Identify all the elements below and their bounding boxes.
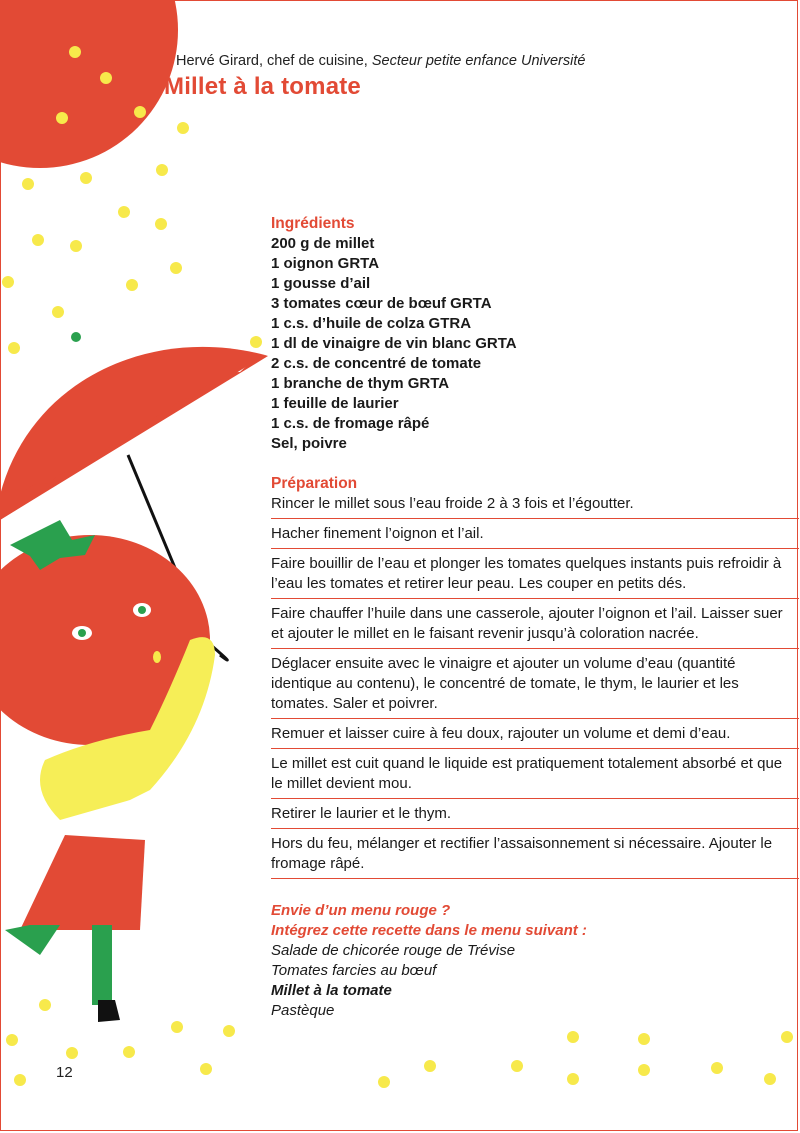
ingredients-list — [271, 234, 799, 454]
ingredient-item: 1 dl de vinaigre de vin blanc GRTA — [271, 335, 517, 352]
recipe-content — [271, 214, 799, 1021]
author-name: Hervé Girard, chef de cuisine, — [176, 53, 372, 69]
big-tomato-shape — [0, 0, 178, 168]
menu-item-current-recipe: Millet à la tomate — [271, 982, 392, 999]
ingredient-item: 3 tomates cœur de bœuf GRTA — [271, 295, 492, 312]
ingredient-item: 2 c.s. de concentré de tomate — [271, 355, 482, 372]
menu-intro-line2: Intégrez cette recette dans le menu suivant : — [271, 922, 587, 939]
author-org: Secteur petite enfance Université — [371, 53, 586, 69]
page-title: Millet à la tomate — [164, 73, 361, 100]
page-number: 12 — [56, 1064, 73, 1081]
preparation-step: Hors du feu, mélanger et rectifier l’assaisonnement si nécessaire. Ajouter le fromage râpé. — [271, 834, 799, 879]
ingredient-item: 1 c.s. de fromage râpé — [271, 415, 430, 432]
preparation-heading: Préparation — [271, 475, 358, 492]
author-line — [176, 53, 585, 69]
ingredients-heading: Ingrédients — [271, 215, 355, 232]
ingredient-item: 200 g de millet — [271, 235, 375, 252]
preparation-step: Rincer le millet sous l’eau froide 2 à 3 fois et l’égoutter. — [271, 494, 799, 519]
menu-items-list — [271, 941, 799, 1021]
preparation-step: Hacher finement l’oignon et l’ail. — [271, 524, 799, 549]
preparation-step: Retirer le laurier et le thym. — [271, 804, 799, 829]
ingredient-item: 1 c.s. d’huile de colza GTRA — [271, 315, 472, 332]
preparation-step: Déglacer ensuite avec le vinaigre et ajouter un volume d’eau (quantité identique au contenu), le concentré de tomate, le thym, le laurier et les tomates. Saler et poivrer. — [271, 654, 799, 719]
preparation-step: Faire chauffer l’huile dans une casserole, ajouter l’oignon et l’ail. Laisser suer et ajouter le millet en le faisant revenir jusqu’à coloration nacrée. — [271, 604, 799, 649]
preparation-step: Faire bouillir de l’eau et plonger les tomates quelques instants puis refroidir à l’eau les tomates et retirer leur peau. Les couper en petits dés. — [271, 554, 799, 599]
menu-item: Pastèque — [271, 1002, 335, 1019]
menu-item: Salade de chicorée rouge de Trévise — [271, 942, 516, 959]
preparation-steps — [271, 494, 799, 879]
menu-intro-line1: Envie d’un menu rouge ? — [271, 902, 451, 919]
ingredient-item: 1 feuille de laurier — [271, 395, 399, 412]
preparation-step: Remuer et laisser cuire à feu doux, rajouter un volume et demi d’eau. — [271, 724, 799, 749]
menu-suggestion — [271, 901, 799, 1021]
ingredient-item: 1 oignon GRTA — [271, 255, 380, 272]
ingredient-item: 1 branche de thym GRTA — [271, 375, 450, 392]
menu-item: Tomates farcies au bœuf — [271, 962, 437, 979]
ingredient-item: 1 gousse d’ail — [271, 275, 371, 292]
preparation-step: Le millet est cuit quand le liquide est pratiquement totalement absorbé et que le millet devient mou. — [271, 754, 799, 799]
ingredient-item: Sel, poivre — [271, 435, 347, 452]
